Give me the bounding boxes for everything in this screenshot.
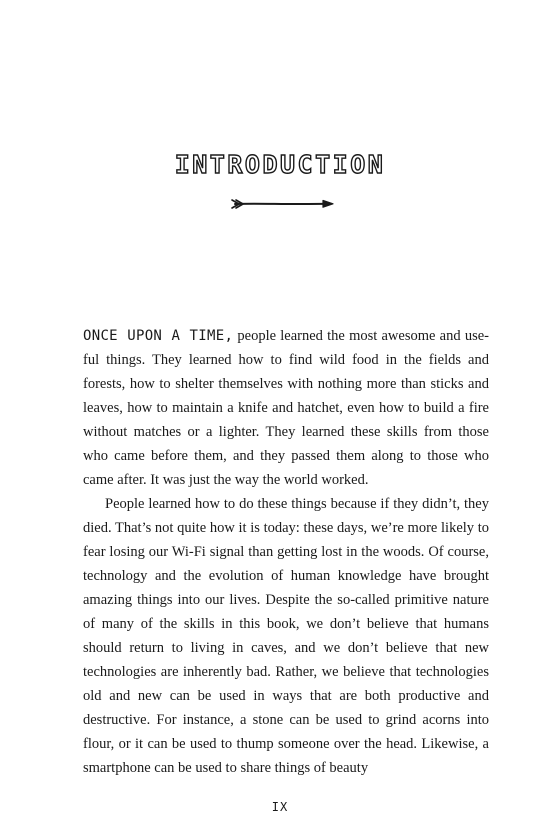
body-text <box>83 324 489 780</box>
paragraph-2: People learned how to do these things because if they didn’t, they died. That’s not quite how it is today: these days, we’re more likely to fear losing our Wi-Fi signal than getting lost in the woods. Of course, technology and the evolution of human knowledge have brought amazing things into our lives. Despite the so-called primitive nature of many of the skills in this book, we don’t believe that humans should return to living in caves, and we don’t believe that new technologies are inherently bad. Rather, we believe that technologies old and new can be used in ways that are both productive and destructive. For instance, a stone can be used to grind acorns into flour, or it can be used to thump someone over the head. Likewise, a smartphone can be used to share things of beauty <box>83 496 489 776</box>
chapter-title: INTRODUCTION <box>174 150 386 179</box>
paragraph-1-text: people learned the most awesome and useful things. They learned how to find wild food in the fields and forests, how to shelter themselves with nothing more than sticks and leaves, how to maintain a knife and hatchet, even how to build a fire without matches or a lighter. They learned these skills from those who came before them, and they passed them along to those who came after. It was just the way the world worked. <box>83 328 489 488</box>
lead-in: ONCE UPON A TIME, <box>83 328 234 344</box>
arrow-divider-icon <box>229 194 337 214</box>
page-number: IX <box>271 800 289 814</box>
paragraph-1 <box>83 324 489 492</box>
